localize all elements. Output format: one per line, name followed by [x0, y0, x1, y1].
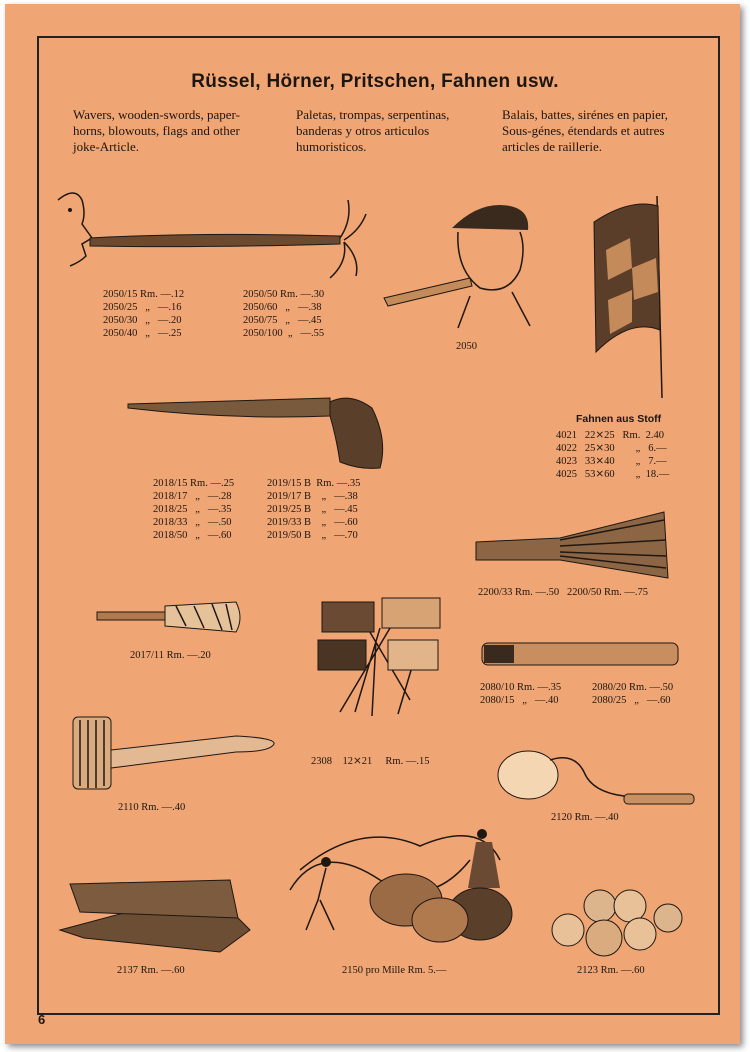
- crossed-flags-illustration: [318, 598, 440, 716]
- cardboard-tube-illustration: [482, 643, 678, 665]
- paper-waver-illustration: [128, 398, 383, 468]
- label-2120: 2120 Rm. —.40: [551, 812, 619, 823]
- paper-balls-illustration: [552, 890, 682, 956]
- wooden-mallet-illustration: [73, 717, 274, 789]
- label-2123: 2123 Rm. —.60: [577, 965, 645, 976]
- label-2110: 2110 Rm. —.40: [118, 802, 186, 813]
- intro-english: Wavers, wooden-swords, paper- horns, blowouts, flags and other joke-Article.: [73, 107, 240, 154]
- intro-french: Balais, battes, sirénes en papier, Sous-génes, étendards et autres articles de raillerie.: [502, 107, 668, 154]
- label-fahnen-aus-stoff: Fahnen aus Stoff: [576, 413, 662, 425]
- label-2019b-prices: 2019/15 B Rm. —.35 2019/17 B „ —.38 2019/25 B „ —.45 2019/33 B „ —.60 2019/50 B „ —.70: [267, 478, 361, 541]
- blowout-with-face-illustration: [58, 193, 366, 278]
- whistle-reel-illustration: [498, 751, 694, 804]
- boy-with-horn-illustration: [384, 205, 530, 328]
- page-title: Rüssel, Hörner, Pritschen, Fahnen usw.: [191, 71, 559, 92]
- label-2150: 2150 pro Mille Rm. 5.—: [342, 965, 447, 976]
- label-2137: 2137 Rm. —.60: [117, 965, 185, 976]
- intro-spanish: Paletas, trompas, serpentinas, banderas y otros articulos humoristicos.: [296, 107, 450, 154]
- cloth-flag-illustration: [594, 196, 662, 398]
- table-fahnen-prices: 4021 22⨯25 Rm. 2.40 4022 25⨯30 „ 6.— 4023 33⨯40 „ 7.— 4025 53⨯60 „ 18.—: [556, 430, 670, 480]
- label-2050: 2050: [456, 341, 477, 352]
- paper-fan-illustration: [476, 512, 668, 578]
- label-2018-prices: 2018/15 Rm. —.25 2018/17 „ —.28 2018/25 „ —.35 2018/33 „ —.50 2018/50 „ —.60: [153, 478, 235, 541]
- wooden-swords-illustration: [60, 880, 250, 952]
- page-number: 6: [38, 1012, 46, 1027]
- label-2200-prices: 2200/33 Rm. —.50 2200/50 Rm. —.75: [478, 587, 649, 598]
- wooden-horn-illustration: [97, 602, 240, 632]
- label-2080-large: 2080/20 Rm. —.50 2080/25 „ —.60: [592, 682, 674, 706]
- label-2017: 2017/11 Rm. —.20: [130, 650, 211, 661]
- label-2080-small: 2080/10 Rm. —.35 2080/15 „ —.40: [480, 682, 562, 706]
- label-2308: 2308 12⨯21 Rm. —.15: [311, 756, 430, 767]
- label-2050-small-sizes: 2050/15 Rm. —.12 2050/25 „ —.16 2050/30 „ —.20 2050/40 „ —.25: [103, 289, 185, 339]
- serpentine-throwers-illustration: [290, 829, 512, 942]
- label-2050-large-sizes: 2050/50 Rm. —.30 2050/60 „ —.38 2050/75 „ —.45 2050/100 „ —.55: [243, 289, 325, 339]
